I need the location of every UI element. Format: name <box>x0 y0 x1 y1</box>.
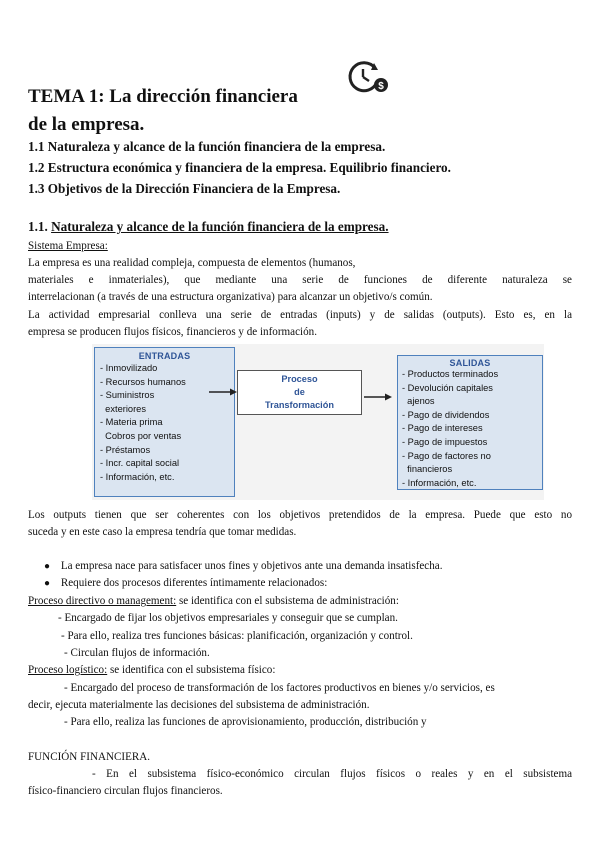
salidas-item: - Información, etc. <box>402 477 477 488</box>
funcion-line-1: - En el subsistema físico-económico circulan flujos físicos o reales y en el subsistema <box>92 768 572 780</box>
toc-item-2: 1.2 Estructura económica y financiera de la empresa. Equilibrio financiero. <box>28 160 451 175</box>
directivo-label: Proceso directivo o management: <box>28 595 177 607</box>
directivo-heading <box>28 593 399 610</box>
process-line-1: Proceso <box>281 374 318 384</box>
para1-line3: interrelacionan (a través de una estructura organizativa) para alcanzar un objetivo/s común. <box>28 291 433 303</box>
flow-diagram <box>92 344 544 500</box>
dollar-symbol: $ <box>378 81 384 92</box>
salidas-title: SALIDAS <box>449 358 491 368</box>
section-title: Naturaleza y alcance de la función financiera de la empresa. <box>51 219 389 234</box>
para2-line1: La actividad empresarial conlleva una serie de entradas (inputs) y de salidas (outputs). Esto es, en la <box>28 309 572 321</box>
entradas-item: - Suministros <box>100 390 155 401</box>
logistico-line-3: - Para ello, realiza las funciones de aprovisionamiento, producción, distribución y <box>64 716 427 728</box>
logistico-line-1: - Encargado del proceso de transformación de los factores productivos en bienes y/o servicios, es <box>64 682 495 694</box>
salidas-item: - Productos terminados <box>402 369 499 379</box>
salidas-item: financieros <box>402 464 453 475</box>
para3-line2: suceda y en este caso la empresa tendría que tomar medidas. <box>28 526 297 538</box>
sistema-label: Sistema Empresa: <box>28 240 108 252</box>
salidas-list <box>398 368 542 490</box>
salidas-item: - Devolución capitales <box>402 382 493 393</box>
directivo-item-3: - Circulan flujos de información. <box>64 647 210 659</box>
salidas-item: - Pago de impuestos <box>402 436 488 447</box>
directivo-item-2: - Para ello, realiza tres funciones básicas: planificación, organización y control. <box>61 630 413 642</box>
section-heading <box>28 219 389 235</box>
para3-line1: Los outputs tienen que ser coherentes con los objetivos pretendidos de la empresa. Puede que esto no <box>28 509 572 521</box>
section-number: 1.1. <box>28 219 48 234</box>
toc-item-3: 1.3 Objetivos de la Dirección Financiera de la Empresa. <box>28 181 341 196</box>
bullet-dot-icon: ● <box>44 561 51 572</box>
page-title-line2: de la empresa. <box>28 114 145 135</box>
logistico-label: Proceso logístico: <box>28 664 108 676</box>
entradas-item: - Materia prima <box>100 417 163 428</box>
bullet-item-2 <box>44 575 327 592</box>
process-line-2: de <box>294 387 305 397</box>
directivo-text: se identifica con el subsistema de administración: <box>176 595 399 607</box>
funcion-line-2: físico-financiero circulan flujos financieros. <box>28 785 223 797</box>
entradas-item: - Préstamos <box>100 444 151 455</box>
bullet-text-1: La empresa nace para satisfacer unos fines y objetivos ante una demanda insatisfecha. <box>60 560 443 572</box>
logistico-heading <box>28 662 275 679</box>
directivo-item-1: - Encargado de fijar los objetivos empresariales y conseguir que se cumplan. <box>58 612 398 624</box>
salidas-item: - Pago de factores no <box>402 450 491 461</box>
process-box <box>237 370 362 415</box>
entradas-item: - Recursos humanos <box>100 376 186 387</box>
entradas-item: Cobros por ventas <box>100 430 182 441</box>
salidas-item: - Pago de dividendos <box>402 409 490 420</box>
entradas-title: ENTRADAS <box>138 351 191 361</box>
salidas-box <box>397 355 543 490</box>
entradas-item: exteriores <box>100 403 146 414</box>
bullet-item-1 <box>44 558 442 575</box>
funcion-title: FUNCIÓN FINANCIERA. <box>28 751 151 763</box>
page-title: TEMA 1: La dirección financiera <box>28 86 298 107</box>
salidas-item: - Pago de intereses <box>402 423 483 434</box>
arrow-in-head <box>230 389 237 396</box>
para1-line2: materiales e inmateriales), que mediante una serie de funciones de diferente naturaleza se <box>28 274 572 286</box>
arrow-out-head <box>385 394 392 401</box>
logistico-line-2: decir, ejecuta materialmente las decisiones del subsistema de administración. <box>28 699 370 711</box>
toc-item-1: 1.1 Naturaleza y alcance de la función financiera de la empresa. <box>28 139 386 154</box>
para2-line2: empresa se producen flujos físicos, financieros y de información. <box>28 326 317 338</box>
bullet-text-2: Requiere dos procesos diferentes íntimamente relacionados: <box>60 577 328 589</box>
entradas-item: - Información, etc. <box>100 471 175 482</box>
logistico-text: se identifica con el subsistema físico: <box>107 664 276 676</box>
clock-money-icon <box>344 58 392 98</box>
process-line-3: Transformación <box>265 400 334 410</box>
para1-line1: La empresa es una realidad compleja, compuesta de elementos (humanos, <box>28 257 356 269</box>
entradas-item: - Incr. capital social <box>100 458 180 469</box>
salidas-item: ajenos <box>402 396 435 407</box>
bullet-dot-icon: ● <box>44 578 51 589</box>
entradas-item: - Inmovilizado <box>100 363 158 373</box>
